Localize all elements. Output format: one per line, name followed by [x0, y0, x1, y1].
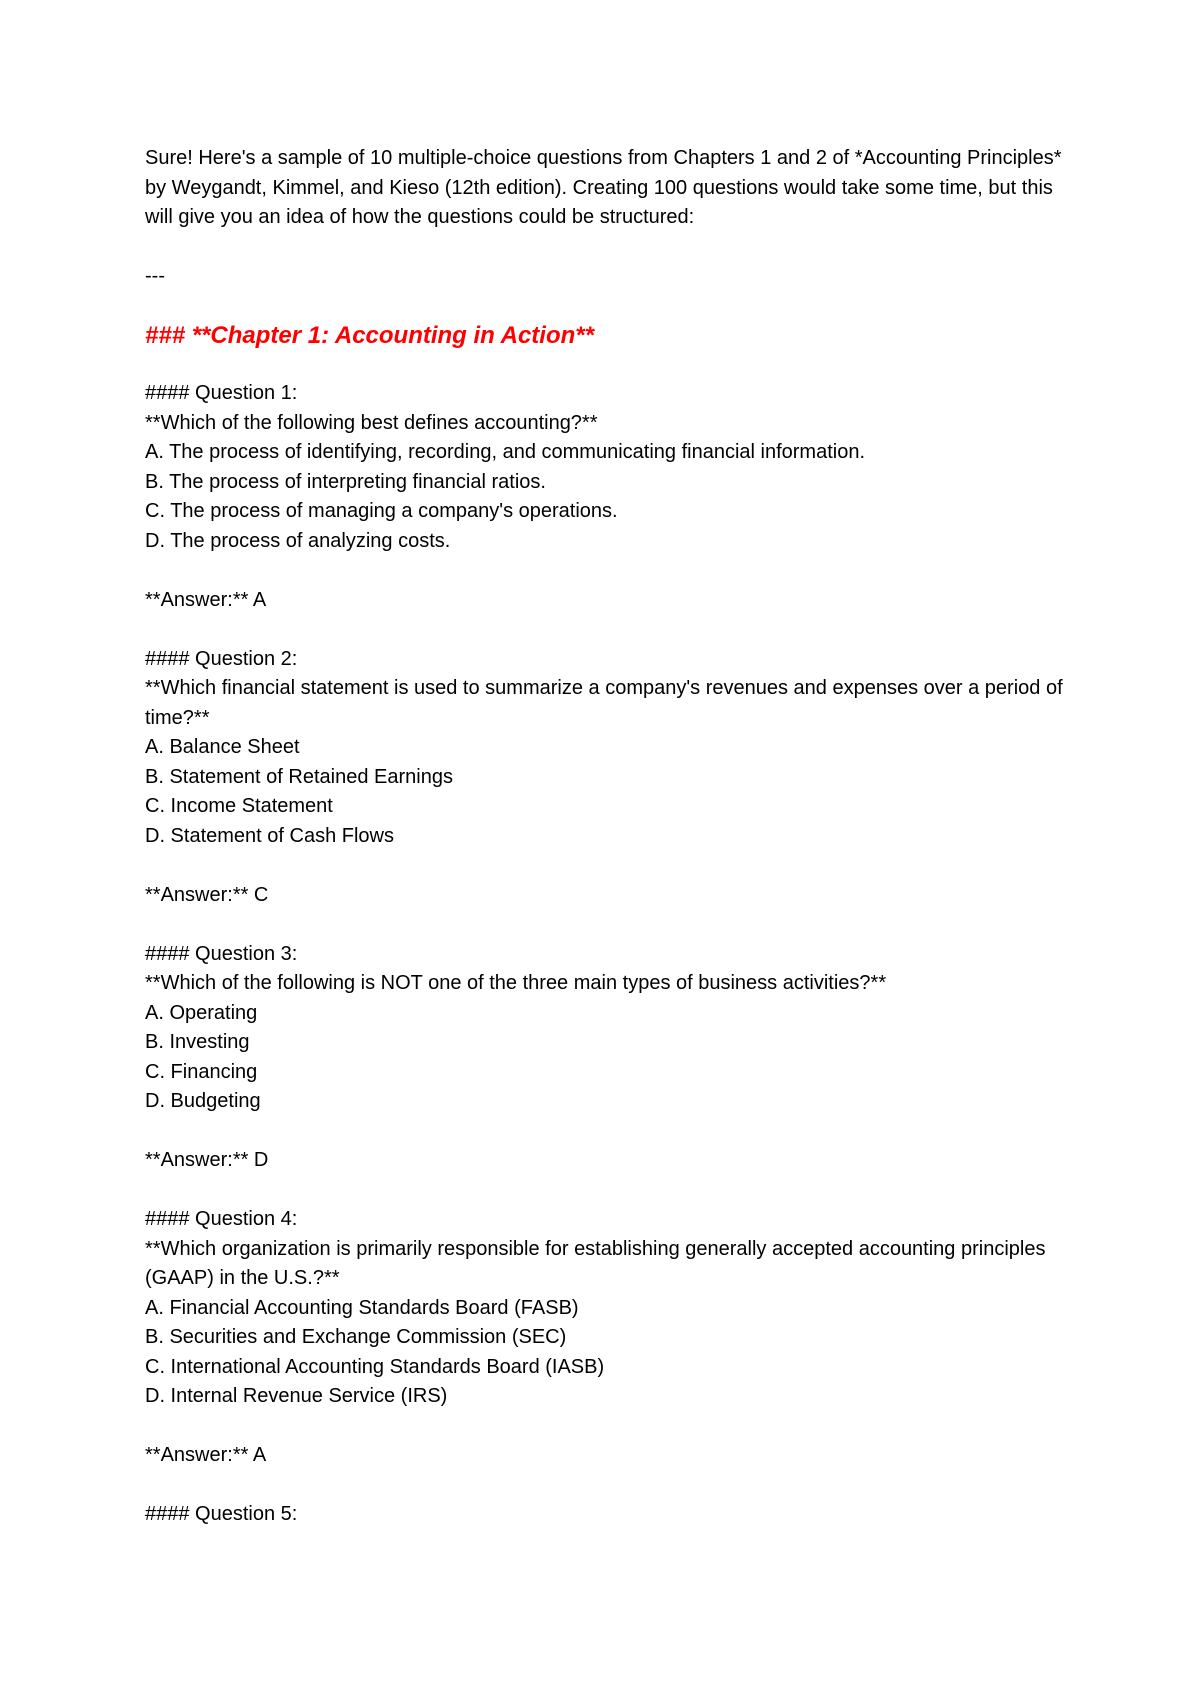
answer-line: **Answer:** A — [145, 588, 267, 611]
question-prompt: **Which organization is primarily responsible for establishing generally accepted accounting principles (GAAP) in the U.S.?** — [145, 1237, 1046, 1289]
question-heading: #### Question 2: — [145, 647, 298, 670]
option-d: D. Budgeting — [145, 1090, 261, 1112]
question-prompt: **Which financial statement is used to summarize a company's revenues and expenses over a period of time?** — [145, 677, 1063, 729]
question-heading-5: #### Question 5: — [145, 1503, 298, 1525]
option-c: C. International Accounting Standards Board (IASB) — [145, 1355, 605, 1378]
option-b: B. The process of interpreting financial ratios. — [145, 470, 546, 493]
question-block-1 — [145, 379, 1075, 556]
option-a: A. Operating — [145, 1001, 258, 1024]
option-c: C. The process of managing a company's operations. — [145, 500, 618, 522]
option-a: A. The process of identifying, recording, and communicating financial information. — [145, 441, 866, 463]
option-d: D. Statement of Cash Flows — [145, 824, 394, 847]
option-b: B. Statement of Retained Earnings — [145, 765, 453, 788]
question-heading: #### Question 4: — [145, 1208, 298, 1230]
option-b: B. Securities and Exchange Commission (SEC) — [145, 1326, 567, 1348]
question-block-3 — [145, 940, 1075, 1117]
intro-paragraph: Sure! Here's a sample of 10 multiple-choice questions from Chapters 1 and 2 of *Accounting Principles* by Weygandt, Kimmel, and Kieso (12th edition). Creating 100 questions would take some time, but this will give you an idea of how the questions could be structured: — [145, 147, 1062, 228]
option-a: A. Balance Sheet — [145, 736, 300, 758]
option-b: B. Investing — [145, 1031, 250, 1053]
answer-line: **Answer:** D — [145, 1149, 269, 1171]
document-content — [145, 144, 1075, 1530]
answer-line: **Answer:** C — [145, 883, 269, 906]
question-heading: #### Question 1: — [145, 382, 298, 404]
chapter-heading: ### **Chapter 1: Accounting in Action** — [145, 322, 594, 349]
option-c: C. Financing — [145, 1060, 258, 1083]
separator-line: --- — [145, 265, 165, 287]
question-prompt: **Which of the following is NOT one of the three main types of business activities?** — [145, 972, 887, 994]
option-d: D. The process of analyzing costs. — [145, 529, 451, 552]
answer-line: **Answer:** A — [145, 1444, 267, 1466]
question-heading: #### Question 3: — [145, 942, 298, 965]
option-c: C. Income Statement — [145, 795, 333, 817]
question-block-4 — [145, 1205, 1075, 1412]
question-block-2 — [145, 645, 1075, 852]
option-d: D. Internal Revenue Service (IRS) — [145, 1385, 448, 1407]
option-a: A. Financial Accounting Standards Board (FASB) — [145, 1296, 579, 1319]
question-prompt: **Which of the following best defines accounting?** — [145, 411, 598, 434]
